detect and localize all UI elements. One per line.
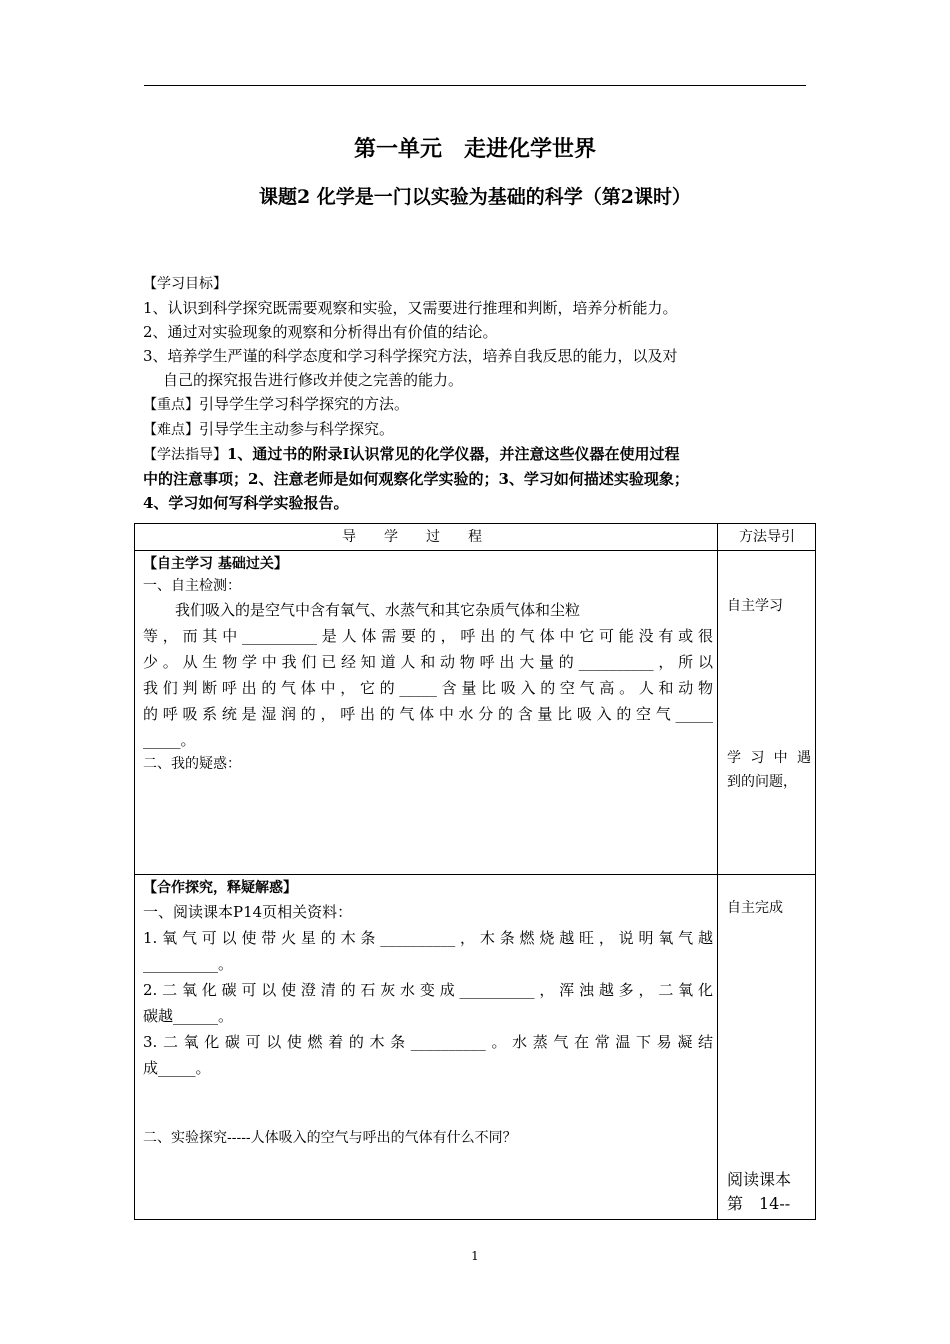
side-note-read-line-1: 阅读课本 (727, 1170, 792, 1189)
side-note-questions-line-2: 到的问题， (727, 774, 797, 790)
paragraph-line: _____。 (143, 731, 196, 749)
questions-label: 二、我的疑惑： (143, 756, 241, 772)
section-cooperative (143, 877, 713, 1081)
method-line-3: 4、学习如何写科学实验报告。 (143, 494, 349, 512)
section-self-study (143, 553, 713, 775)
self-check-label: 一、自主检测： (143, 578, 241, 594)
experiment-label: 二、实验探究-----人体吸入的空气与呼出的气体有什么不同？ (143, 1130, 517, 1146)
paragraph-line: 的呼吸系统是湿润的，呼出的气体中水分的含量比吸入的空气_____ (143, 705, 713, 723)
method-line-1 (143, 442, 813, 467)
header-process: 导学过程 (342, 529, 510, 545)
side-note-self-study: 自主学习 (727, 598, 783, 614)
paragraph-line: 等，而其中__________是人体需要的，呼出的气体中它可能没有或很 (143, 627, 713, 645)
header-method: 方法导引 (739, 529, 795, 545)
lesson-title: 课题2 化学是一门以实验为基础的科学（第2课时） (258, 186, 692, 208)
side-note-complete: 自主完成 (727, 900, 783, 916)
unit-title: 第一单元 走进化学世界 (353, 136, 596, 162)
question-line: 3.二氧化碳可以使燃着的木条__________。水蒸气在常温下易凝结 (143, 1033, 713, 1051)
focus-text: 引导学生学习科学探究的方法。 (199, 395, 410, 413)
header-rule (144, 85, 806, 86)
paragraph-line: 我们判断呼出的气体中，它的_____含量比吸入的空气高。人和动物 (143, 679, 713, 697)
focus-label: 【重点】 (143, 397, 199, 413)
cooperative-heading: 【合作探究，释疑解惑】 (143, 880, 297, 896)
side-note-questions-line-1: 学习中遇 (727, 750, 811, 766)
section-divider (135, 874, 815, 875)
reading-label: 一、阅读课本P14页相关资料： (143, 903, 353, 921)
question-line: __________。 (143, 955, 234, 973)
intro-section (143, 272, 813, 515)
side-note-read-line-2: 第 14-- (727, 1194, 791, 1213)
method-label: 【学法指导】 (143, 447, 227, 463)
paragraph-line: 少。从生物学中我们已经知道人和动物呼出大量的__________，所以 (143, 653, 713, 671)
page-number: 1 (471, 1249, 479, 1263)
method-text-1: 1、通过书的附录Ⅰ认识常见的化学仪器，并注意这些仪器在使用过程 (227, 445, 680, 463)
difficulty-row (143, 417, 813, 442)
goal-2: 2、通过对实验现象的观察和分析得出有价值的结论。 (143, 323, 498, 341)
self-study-heading: 【自主学习 基础过关】 (143, 556, 288, 572)
goal-3-line-1: 3、培养学生严谨的科学态度和学习科学探究方法，培养自我反思的能力，以及对 (143, 347, 678, 365)
question-line: 碳越______。 (143, 1007, 234, 1025)
goals-heading: 【学习目标】 (143, 276, 227, 292)
goal-3-line-2: 自己的探究报告进行修改并使之完善的能力。 (163, 371, 464, 389)
paragraph-line: 我们吸入的是空气中含有氧气、水蒸气和其它杂质气体和尘粒 (175, 601, 581, 619)
difficulty-text: 引导学生主动参与科学探究。 (199, 420, 395, 438)
column-divider (717, 524, 718, 1219)
question-line: 1.氧气可以使带火星的木条__________，木条燃烧越旺，说明氧气越 (143, 929, 713, 947)
guide-table (134, 523, 816, 1220)
question-line: 2.二氧化碳可以使澄清的石灰水变成__________，浑浊越多，二氧化 (143, 981, 713, 999)
header-row-divider (135, 550, 815, 551)
method-line-2: 中的注意事项；2、注意老师是如何观察化学实验的；3、学习如何描述实验现象； (143, 470, 689, 488)
goal-1: 1、认识到科学探究既需要观察和实验，又需要进行推理和判断，培养分析能力。 (143, 299, 678, 317)
focus-row (143, 392, 813, 417)
difficulty-label: 【难点】 (143, 422, 199, 438)
question-line: 成_____。 (143, 1059, 211, 1077)
